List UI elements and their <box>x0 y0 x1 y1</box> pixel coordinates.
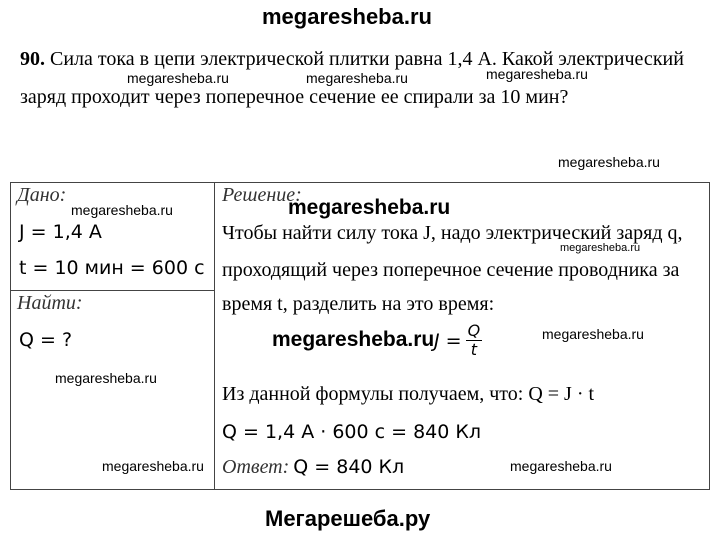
watermark: megaresheba.ru <box>510 458 612 474</box>
solution-line-5: Q = 1,4 A · 600 c = 840 Кл <box>222 421 482 443</box>
solution-line-2: проходящий через поперечное сечение проводника за <box>222 259 680 281</box>
formula <box>434 322 482 359</box>
site-footer: Мегарешеба.ру <box>265 506 431 531</box>
watermark: megaresheba.ru <box>560 242 641 254</box>
problem-line-2: заряд проходит через поперечное сечение ее спирали за 10 мин? <box>20 86 569 108</box>
solution-line-4: Из данной формулы получаем, что: Q = J · t <box>222 383 595 405</box>
watermark: megaresheba.ru <box>542 326 644 342</box>
watermark: megaresheba.ru <box>127 70 229 86</box>
site-header: megaresheba.ru <box>262 4 432 29</box>
formula-denominator: t <box>470 340 478 359</box>
formula-numerator: Q <box>467 321 481 340</box>
given-time: t = 10 мин = 600 с <box>19 257 205 279</box>
watermark: megaresheba.ru <box>55 370 157 386</box>
watermark: megaresheba.ru <box>71 202 173 218</box>
solution-line-1: Чтобы найти силу тока J, надо электрический заряд q, <box>222 222 683 244</box>
answer-label: Ответ: <box>222 456 290 478</box>
solution-line-3: время t, разделить на это время: <box>222 293 495 315</box>
formula-fraction <box>466 322 483 359</box>
solution-label: Решение: <box>222 184 302 206</box>
watermark: megaresheba.ru <box>558 154 660 170</box>
given-current: J = 1,4 A <box>19 221 102 243</box>
answer <box>222 456 404 479</box>
answer-value: Q = 840 Кл <box>293 456 405 478</box>
find-label: Найти: <box>17 292 83 314</box>
watermark: megaresheba.ru <box>306 70 408 86</box>
watermark: megaresheba.ru <box>272 328 435 351</box>
problem-number: 90. <box>20 48 45 70</box>
formula-lhs: J = <box>434 329 462 352</box>
given-label: Дано: <box>17 184 67 206</box>
watermark: megaresheba.ru <box>288 196 451 219</box>
find-charge: Q = ? <box>19 329 73 351</box>
problem-text-1: Сила тока в цепи электрической плитки равна 1,4 А. Какой электрический <box>50 48 684 70</box>
watermark: megaresheba.ru <box>486 66 588 82</box>
watermark: megaresheba.ru <box>102 458 204 474</box>
